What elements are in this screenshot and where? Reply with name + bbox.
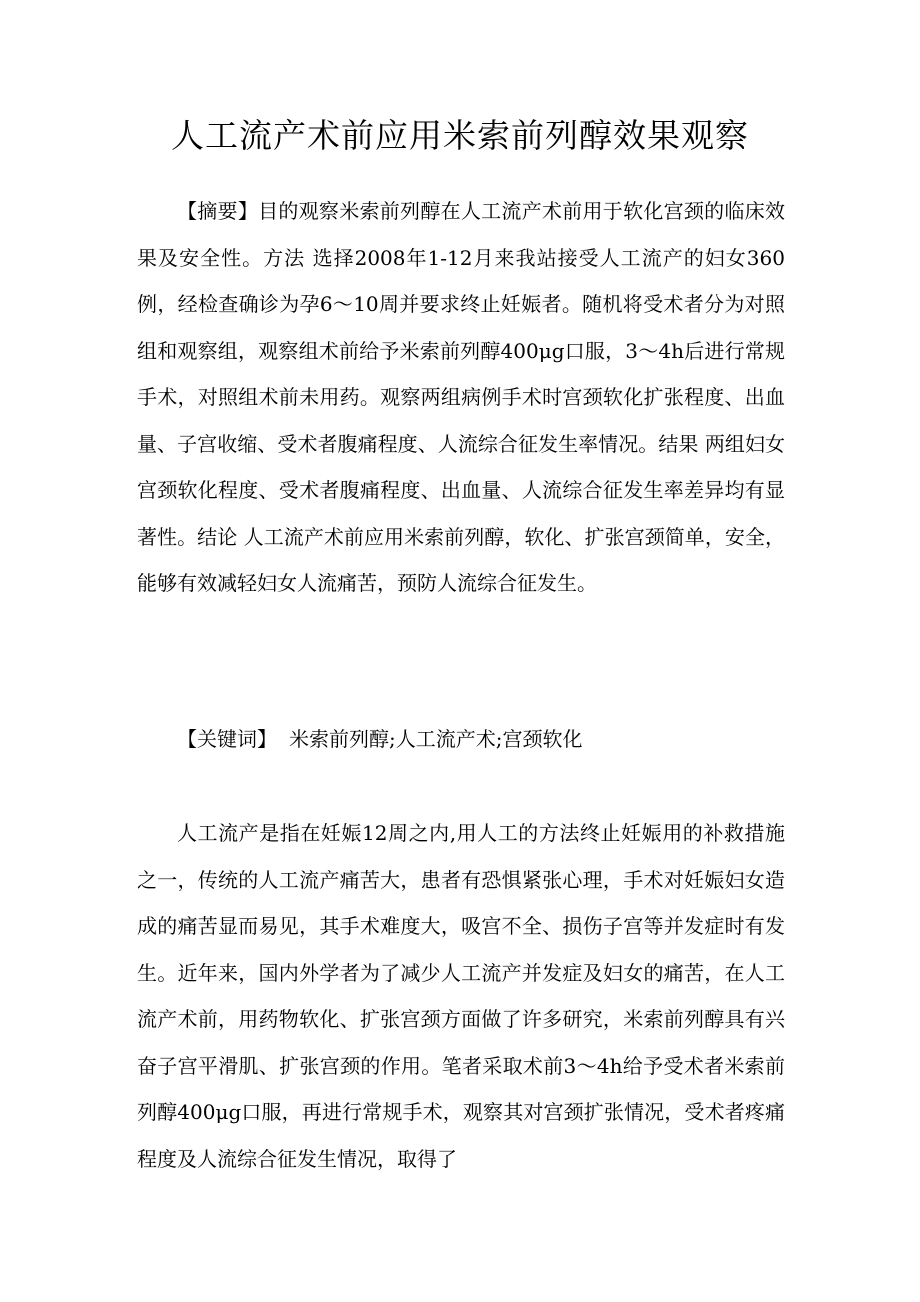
keywords-line bbox=[137, 716, 785, 763]
paper-title: 人工流产术前应用米索前列醇效果观察 bbox=[171, 116, 749, 155]
abstract-label: 【摘要】 bbox=[177, 199, 259, 223]
abstract-paragraph bbox=[137, 188, 785, 607]
abstract-text: 目的观察米索前列醇在人工流产术前用于软化宫颈的临床效果及安全性。方法 选择2008年1-12月来我站接受人工流产的妇女360例，经检查确诊为孕6～10周并要求终止妊娠者。随机将受术者分为对照组和观察组，观察组术前给予米索前列醇400μg口服，3～4h后进行常规手术，对照组术前未用药。观察两组病例手术时宫颈软化扩张程度、出血量、子宫收缩、受术者腹痛程度、人流综合征发生率情况。结果 两组妇女宫颈软化程度、受术者腹痛程度、出血量、人流综合征发生率差异均有显著性。结论 人工流产术前应用米索前列醇，软化、扩张宫颈简单，安全，能够有效减轻妇女人流痛苦，预防人流综合征发生。 bbox=[137, 199, 786, 595]
keywords-text: 米索前列醇;人工流产术;宫颈软化 bbox=[289, 727, 583, 751]
intro-paragraph: 人工流产是指在妊娠12周之内,用人工的方法终止妊娠用的补救措施之一，传统的人工流产痛苦大，患者有恐惧紧张心理，手术对妊娠妇女造成的痛苦显而易见，其手术难度大，吸宫不全、损伤子宫等并发症时有发生。近年来，国内外学者为了减少人工流产并发症及妇女的痛苦，在人工流产术前，用药物软化、扩张宫颈方面做了许多研究，米索前列醇具有兴奋子宫平滑肌、扩张宫颈的作用。笔者采取术前3～4h给予受术者米索前列醇400μg口服，再进行常规手术，观察其对宫颈扩张情况，受术者疼痛程度及人流综合征发生情况，取得了 bbox=[137, 821, 785, 1171]
keywords-label: 【关键词】 bbox=[177, 727, 277, 751]
